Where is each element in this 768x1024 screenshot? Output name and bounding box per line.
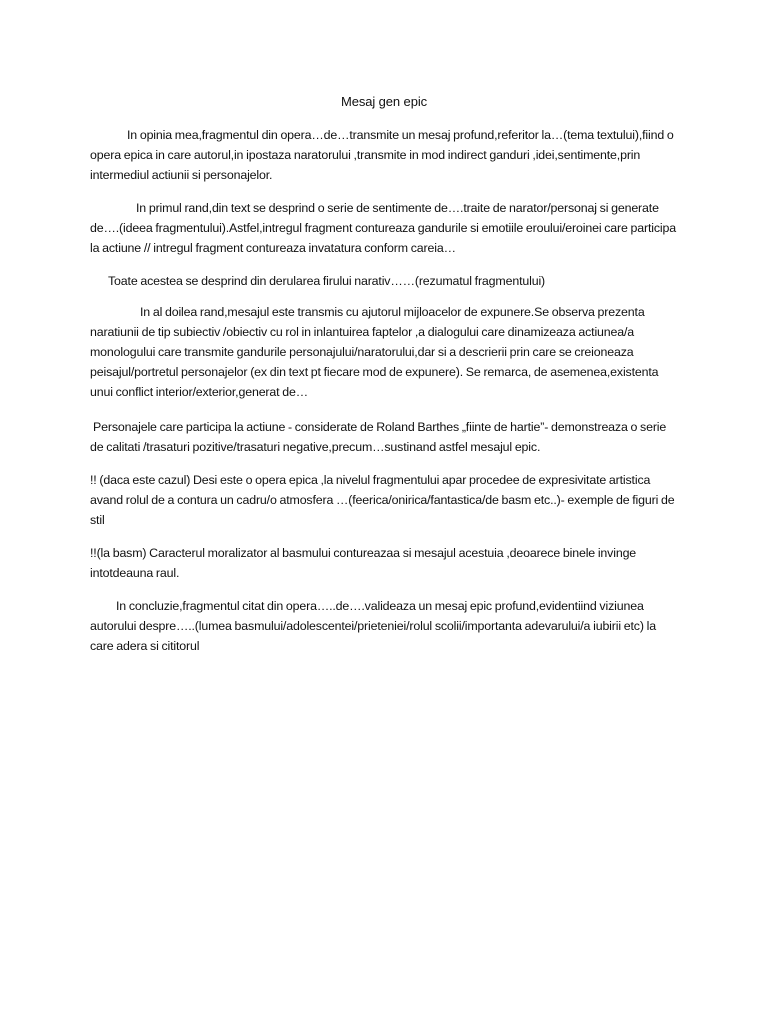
document-title: Mesaj gen epic	[340, 94, 428, 109]
paragraph-intro: In opinia mea,fragmentul din opera…de…transmite un mesaj profund,referitor la…(tema textului),fiind o opera epica in care autorul,in ipostaza naratorului ,transmite in mod indirect ganduri ,idei,sentimente,prin intermediul actiunii si personajelor.	[90, 128, 674, 182]
paragraph-conclusion: In concluzie,fragmentul citat din opera…..de….valideaza un mesaj epic profund,evidentiind viziunea autorului despre…..(lumea basmului/adolescentei/prieteniei/rolul scolii/importanta adevarului/a iubirii etc) la care adera si cititorul	[90, 599, 656, 653]
paragraph-expressivity-note: !! (daca este cazul) Desi este o opera epica ,la nivelul fragmentului apar procedee de expresivitate artistica avand rolul de a contura un cadru/o atmosfera …(feerica/onirica/fantastica/de basm etc..)- exemple de figuri de stil	[90, 473, 675, 527]
paragraph-second-argument: In al doilea rand,mesajul este transmis cu ajutorul mijloacelor de expunere.Se observa prezenta naratiunii de tip subiectiv /obiectiv cu rol in inlantuirea faptelor ,a dialogului care dinamizeaza actiunea/a monologului care transmite gandurile personajului/naratorului,dar si a descrierii prin care se creioneaza peisajul/portretul personajelor (ex din text pt fiecare mod de expunere). Se remarca, de asemenea,existenta unui conflict interior/exterior,generat de…	[90, 305, 659, 399]
paragraph-narrative-summary: Toate acestea se desprind din derularea firului narativ……(rezumatul fragmentului)	[108, 274, 546, 288]
paragraph-characters: Personajele care participa la actiune - considerate de Roland Barthes „fiinte de hartie”- demonstreaza o serie de calitati /trasaturi pozitive/trasaturi negative,precum…sustinand astfel mesajul epic.	[90, 420, 667, 454]
paragraph-first-argument: In primul rand,din text se desprind o serie de sentimente de….traite de narator/personaj si generate de….(ideea fragmentului).Astfel,intregul fragment contureaza gandurile si emotiile eroului/eroinei care participa la actiune // intregul fragment contureaza invatatura conform careia…	[90, 201, 677, 255]
paragraph-fairy-tale-note: !!(la basm) Caracterul moralizator al basmului contureazaa si mesajul acestuia ,deoarece binele invinge intotdeauna raul.	[90, 546, 637, 580]
